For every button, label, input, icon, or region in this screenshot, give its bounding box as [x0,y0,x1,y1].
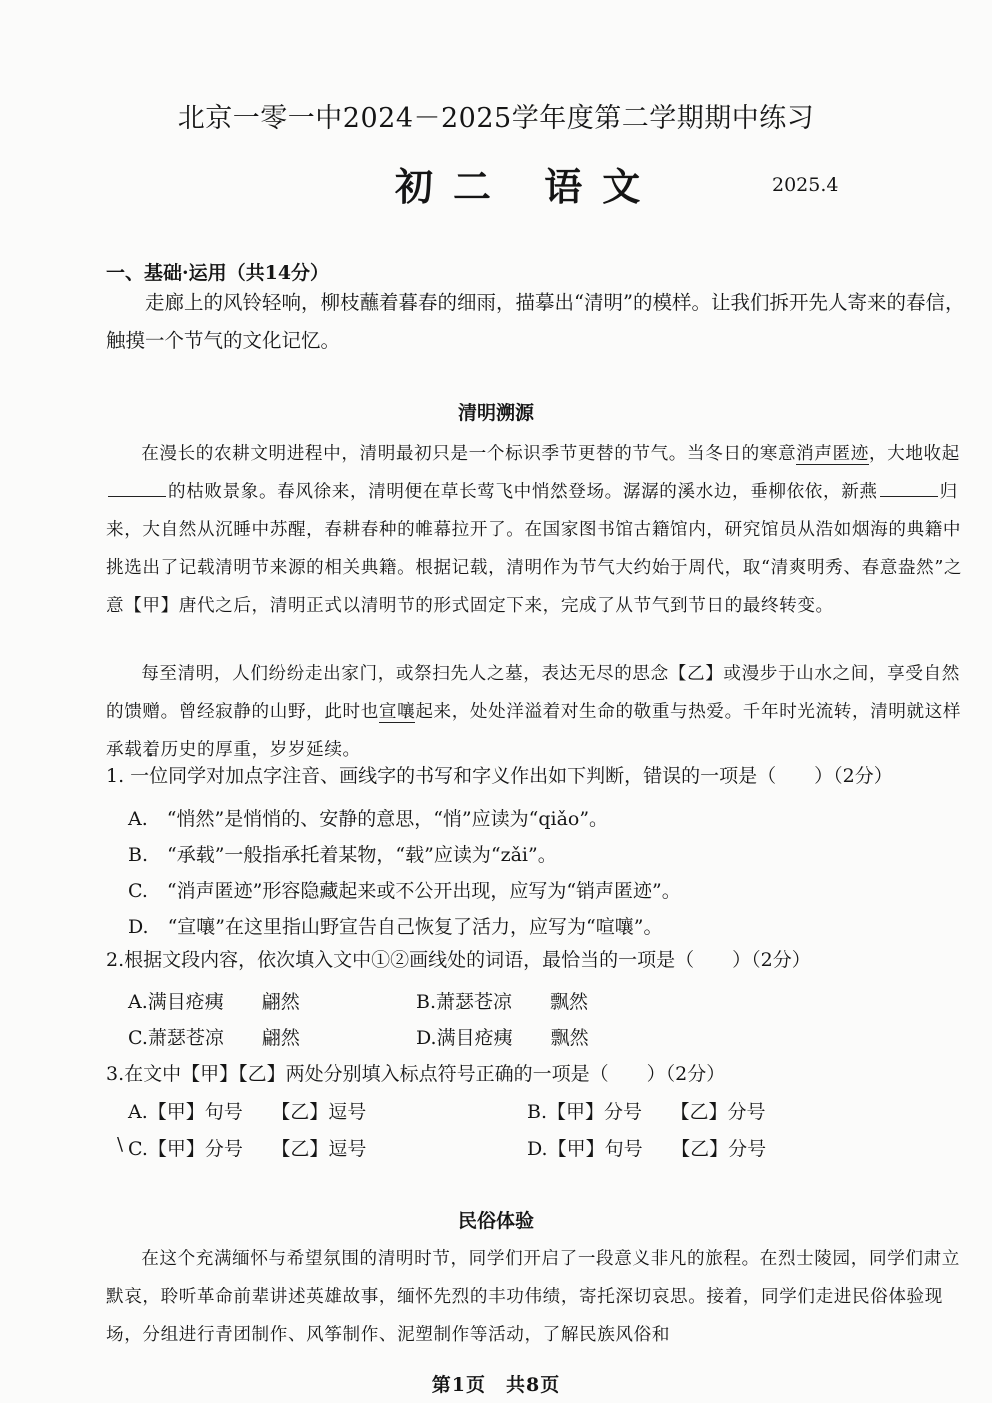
dotted-char: 载 [124,740,143,760]
q1-option-d: D. “宣嚷”在这里指山野宣告自己恢复了活力，应写为“喧嚷”。 [128,916,663,938]
q2-option-b: B.萧瑟苍凉 飘然 [416,991,589,1013]
text-run: 着历史的厚重，岁岁延续。 [142,740,361,760]
q2-option-c: C.萧瑟苍凉 翩然 [128,1027,300,1049]
passage-paragraph-1 [106,435,966,625]
passage-heading-folk: 民俗体验 [457,1210,534,1232]
fill-blank-2 [880,482,938,497]
exam-title: 北京一零一中2024－2025学年度第二学期期中练习 [177,103,815,134]
text-run: ，大地收起 [868,444,960,464]
question-2: 2.根据文段内容，依次填入文中①②画线处的词语，最恰当的一项是（ ）（2分） [106,949,811,971]
underlined-word: 宣嚷 [378,702,416,722]
passage-heading-qingming: 清明溯源 [457,402,534,424]
passage-paragraph-2 [106,655,966,769]
exam-date: 2025.4 [772,174,839,196]
dotted-char: 悄 [531,482,551,502]
text-run: 每至清明，人们纷纷走出家门，或祭扫先人之墓，表达无尽的思念【乙】或漫步于山水之间，享受自然的馈赠。曾经寂静的山野，此时也 [106,664,960,722]
section-heading: 一、基础·运用（共14分） [106,262,330,284]
q2-option-a: A.满目疮痍 翩然 [128,991,300,1013]
q1-option-a: A. “悄然”是悄悄的、安静的意思，“悄”应读为“qiǎo”。 [128,808,609,830]
q1-option-b: B. “承载”一般指承托着某物，“载”应读为“zǎi”。 [128,844,557,866]
underlined-word: 消声匿迹 [796,444,869,464]
text-run: 的枯败景象。春风徐来，清明便在草长莺飞中 [168,482,532,502]
q3-option-a: A.【甲】句号 【乙】逗号 [128,1101,367,1123]
q1-option-c: C. “消声匿迹”形容隐藏起来或不公开出现，应写为“销声匿迹”。 [128,880,681,902]
q3-option-b: B.【甲】分号 【乙】分号 [527,1101,766,1123]
text-run: 然登场。潺潺的溪水边，垂柳依依，新燕 [550,482,878,502]
text-run: 在漫长的农耕文明进程中，清明最初只是一个标识季节更替的节气。当冬日的寒意 [141,444,797,464]
section-intro: 走廊上的风铃轻响，柳枝蘸着暮春的细雨，描摹出“清明”的模样。让我们拆开先人寄来的春信，触摸一个节气的文化记忆。 [106,291,965,352]
q3-option-c: C.【甲】分号 【乙】逗号 [128,1138,367,1160]
text-run: 归来，大自然从沉睡中苏醒，春耕春种的帷幕拉开了。在国家图书馆古籍馆内，研究馆员从浩如烟海的典籍中挑选出了记载清明节来源的相关典籍。根据记载，清明作为节气大约始于周代，取“清爽明秀、春意盎然”之意【甲】唐代之后，清明正式以清明节的形式固定下来，完成了从节气到节日的最终转变。 [106,482,963,616]
text-run: 起来，处处洋溢着对生命的敬重与热爱。千年时光流转，清明就这样承 [106,702,962,760]
passage-paragraph-3: 在这个充满缅怀与希望氛围的清明时节，同学们开启了一段意义非凡的旅程。在烈士陵园，同学们肃立默哀，聆听革命前辈讲述英雄故事，缅怀先烈的丰功伟绩，寄托深切哀思。接着，同学们走进民俗体验现场，分组进行青团制作、风筝制作、泥塑制作等活动，了解民族风俗和 [106,1249,960,1345]
q2-option-d: D.满目疮痍 飘然 [416,1027,589,1049]
fill-blank-1 [108,482,166,497]
question-1: 1. 一位同学对加点字注音、画线字的书写和字义作出如下判断，错误的一项是（ ）（2分） [106,765,893,787]
exam-subject: 初二 语文 [395,164,661,209]
question-3: 3.在文中【甲】【乙】两处分别填入标点符号正确的一项是（ ）（2分） [106,1063,726,1085]
pencil-mark: \ [117,1134,124,1155]
q3-option-d: D.【甲】句号 【乙】分号 [527,1138,767,1160]
page-footer: 第1页 共8页 [431,1374,561,1396]
